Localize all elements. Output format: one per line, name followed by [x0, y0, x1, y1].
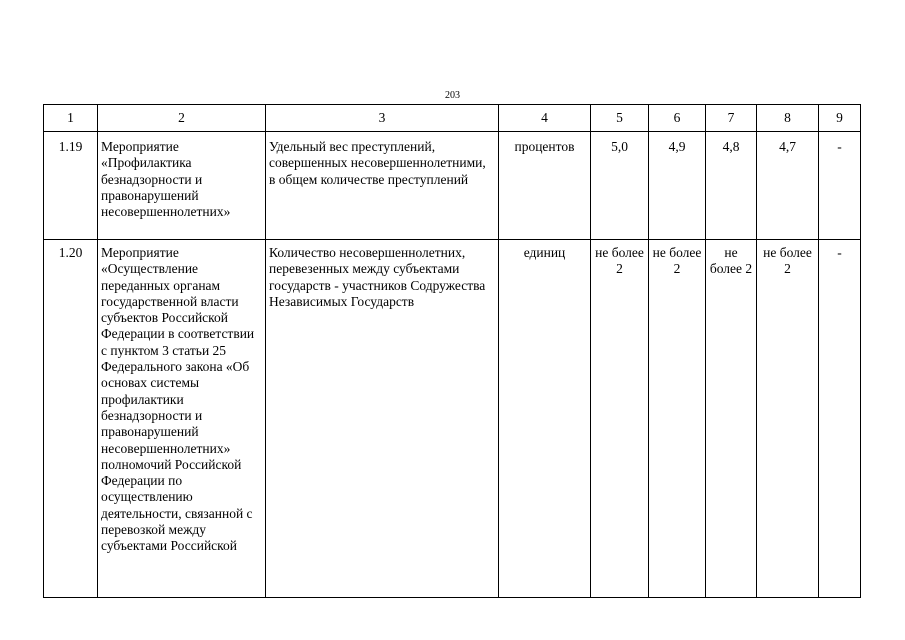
indicator-cell: Количество несовершеннолетних, перевезенных между субъектами государств - участников Содружества Независимых Государств — [266, 240, 499, 598]
column-header: 8 — [757, 105, 819, 132]
column-header: 1 — [44, 105, 98, 132]
table-row — [44, 240, 861, 598]
event-cell: Мероприятие «Профилактика безнадзорности и правонарушений несовершеннолетних» — [98, 132, 266, 240]
value-cell-6: не более 2 — [649, 240, 706, 598]
column-header: 3 — [266, 105, 499, 132]
value-cell-6: 4,9 — [649, 132, 706, 240]
indicator-cell: Удельный вес преступлений, совершенных несовершеннолетними, в общем количестве преступлений — [266, 132, 499, 240]
table-row — [44, 132, 861, 240]
value-cell-8: 4,7 — [757, 132, 819, 240]
table-header-row — [44, 105, 861, 132]
value-cell-7: не более 2 — [706, 240, 757, 598]
row-number-cell: 1.19 — [44, 132, 98, 240]
value-cell-8: не более 2 — [757, 240, 819, 598]
column-header: 2 — [98, 105, 266, 132]
indicators-table — [43, 104, 861, 598]
page-number: 203 — [445, 90, 460, 101]
column-header: 9 — [819, 105, 861, 132]
value-cell-9: - — [819, 132, 861, 240]
value-cell-5: не более 2 — [591, 240, 649, 598]
column-header: 4 — [499, 105, 591, 132]
value-cell-9: - — [819, 240, 861, 598]
value-cell-5: 5,0 — [591, 132, 649, 240]
unit-cell: процентов — [499, 132, 591, 240]
column-header: 7 — [706, 105, 757, 132]
column-header: 5 — [591, 105, 649, 132]
unit-cell: единиц — [499, 240, 591, 598]
value-cell-7: 4,8 — [706, 132, 757, 240]
row-number-cell: 1.20 — [44, 240, 98, 598]
event-cell: Мероприятие «Осуществление переданных органам государственной власти субъектов Российской Федерации в соответствии с пунктом 3 статьи 25 Федерального закона «Об основах системы профилактики безнадзорности и правонарушений несовершеннолетних» полномочий Российской Федерации по осуществлению деятельности, связанной с перевозкой между субъектами Российской — [98, 240, 266, 598]
column-header: 6 — [649, 105, 706, 132]
